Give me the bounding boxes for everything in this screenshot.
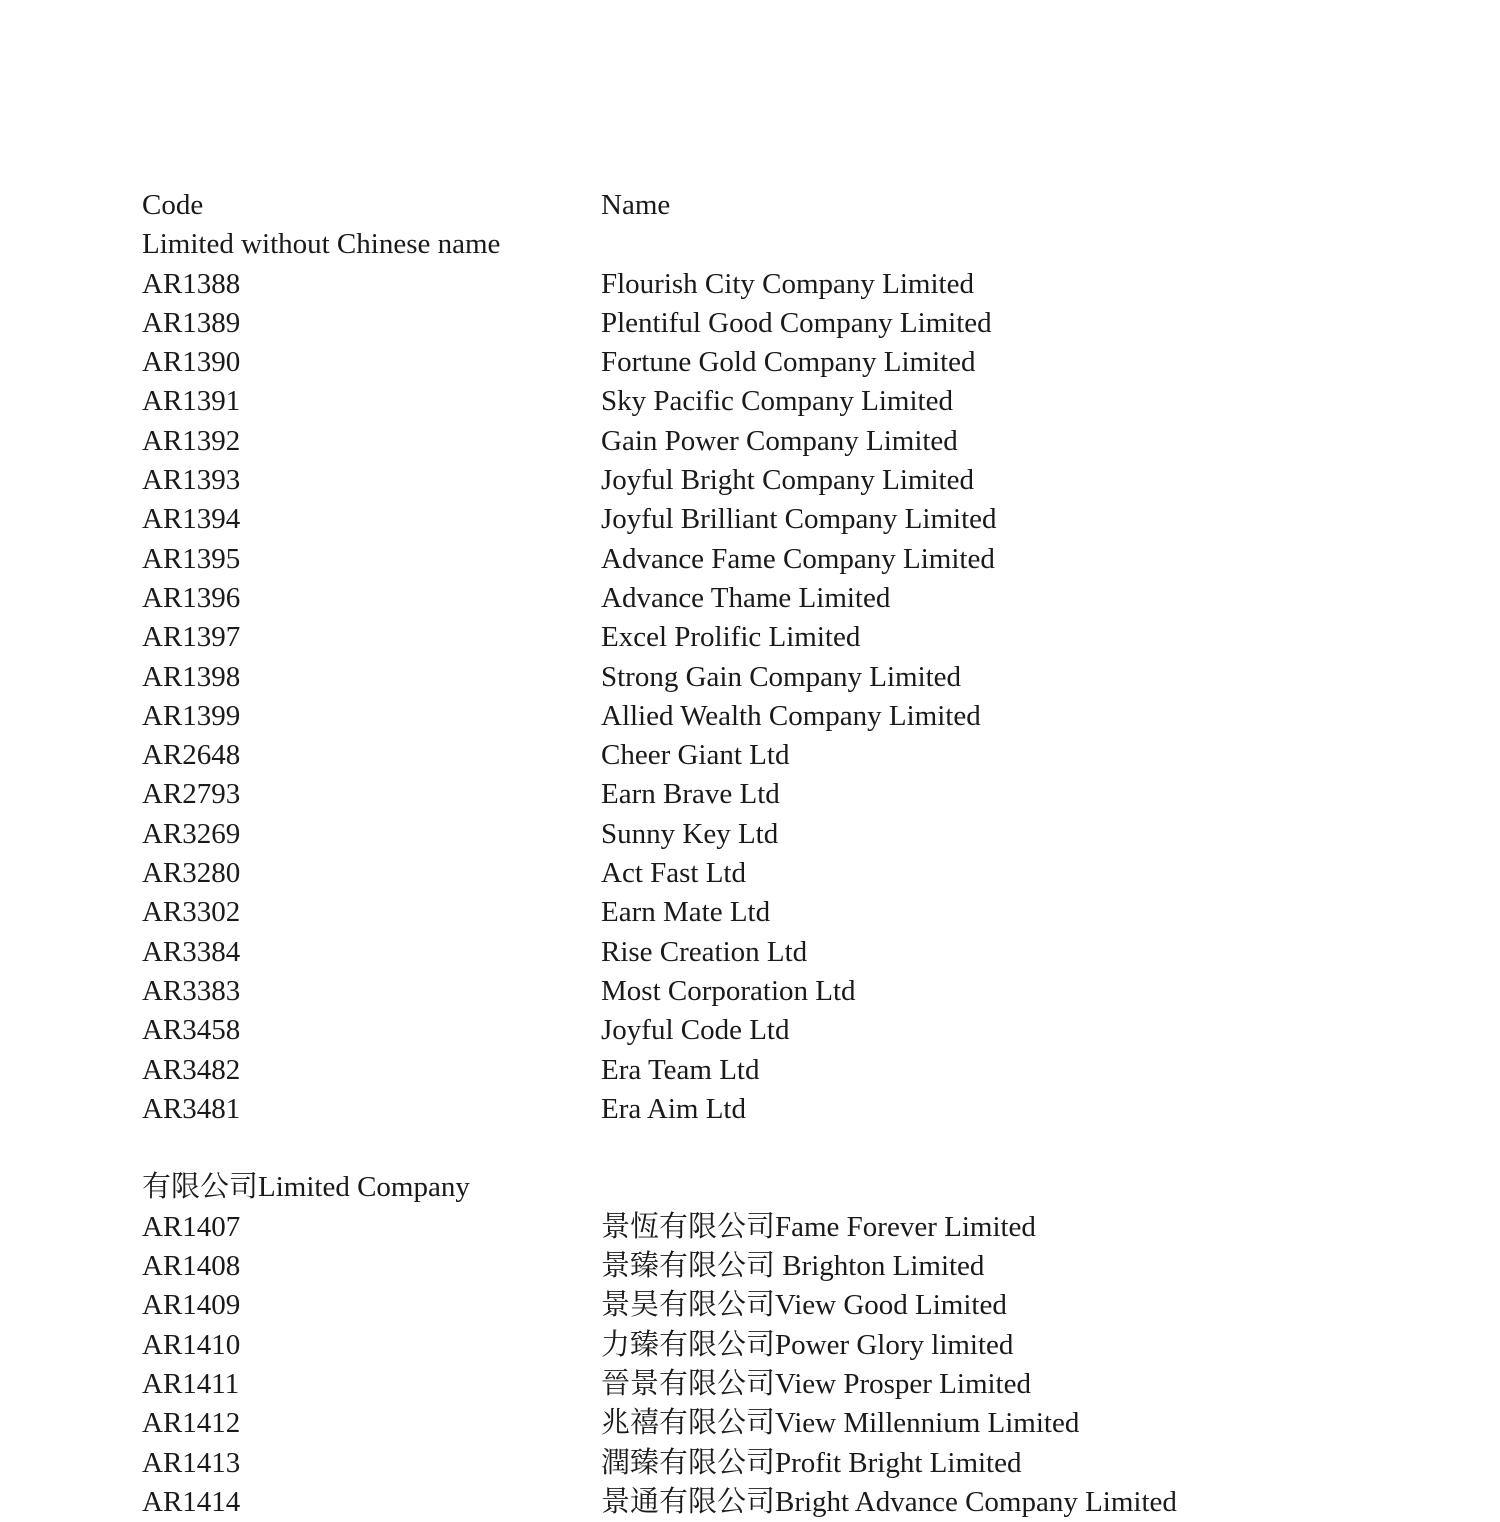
- row-code: AR3458: [142, 1014, 241, 1047]
- table-row: [142, 658, 1442, 697]
- row-name: Earn Brave Ltd: [601, 778, 780, 811]
- row-code: AR1394: [142, 503, 241, 536]
- section-rows: [142, 265, 1442, 1130]
- section-title: [142, 1168, 1442, 1207]
- table-row: [142, 343, 1442, 382]
- company-code-table: [142, 186, 1442, 1522]
- table-row: [142, 815, 1442, 854]
- row-code: AR1411: [142, 1367, 240, 1400]
- row-code: AR3280: [142, 857, 241, 890]
- row-name: Fortune Gold Company Limited: [601, 346, 976, 379]
- row-name: 晉景有限公司View Prosper Limited: [601, 1367, 1031, 1400]
- table-row: [142, 1286, 1442, 1325]
- row-code: AR1414: [142, 1485, 241, 1518]
- row-code: AR1390: [142, 346, 241, 379]
- section-title-text: Limited without Chinese name: [142, 228, 501, 261]
- row-name: Gain Power Company Limited: [601, 424, 958, 457]
- row-name: Sunny Key Ltd: [601, 817, 779, 850]
- row-code: AR2793: [142, 778, 241, 811]
- row-code: AR1410: [142, 1328, 241, 1361]
- row-code: AR1395: [142, 542, 241, 575]
- row-code: AR1409: [142, 1289, 241, 1322]
- row-name: 力臻有限公司Power Glory limited: [601, 1328, 1014, 1361]
- row-name: Era Aim Ltd: [601, 1092, 746, 1125]
- section-rows: [142, 1208, 1442, 1522]
- table-row: [142, 736, 1442, 775]
- row-name: Flourish City Company Limited: [601, 267, 974, 300]
- table-row: [142, 461, 1442, 500]
- table-row: [142, 1365, 1442, 1404]
- table-header-row: [142, 186, 1442, 225]
- row-code: AR3383: [142, 974, 241, 1007]
- table-row: [142, 540, 1442, 579]
- row-name: Allied Wealth Company Limited: [601, 699, 981, 732]
- row-code: AR1392: [142, 424, 241, 457]
- table-row: [142, 1090, 1442, 1129]
- table-row: [142, 1404, 1442, 1443]
- row-name: Joyful Bright Company Limited: [601, 464, 974, 497]
- row-name: 景臻有限公司 Brighton Limited: [601, 1250, 985, 1283]
- row-name: Advance Fame Company Limited: [601, 542, 995, 575]
- code-column-header: Code: [142, 189, 204, 221]
- row-code: AR3482: [142, 1053, 241, 1086]
- table-row: [142, 775, 1442, 814]
- row-name: Joyful Code Ltd: [601, 1014, 790, 1047]
- section-title-text: 有限公司Limited Company: [142, 1171, 470, 1204]
- row-name: Strong Gain Company Limited: [601, 660, 962, 693]
- row-code: AR1399: [142, 699, 241, 732]
- row-name: Excel Prolific Limited: [601, 621, 861, 654]
- row-code: AR1393: [142, 464, 241, 497]
- row-code: AR1398: [142, 660, 241, 693]
- table-row: [142, 382, 1442, 421]
- row-name: Most Corporation Ltd: [601, 974, 856, 1007]
- row-code: AR3269: [142, 817, 241, 850]
- row-name: Joyful Brilliant Company Limited: [601, 503, 997, 536]
- row-name: Rise Creation Ltd: [601, 935, 808, 968]
- row-name: Plentiful Good Company Limited: [601, 306, 992, 339]
- row-code: AR3481: [142, 1092, 241, 1125]
- row-name: 景通有限公司Bright Advance Company Limited: [601, 1485, 1177, 1518]
- row-name: 景昊有限公司View Good Limited: [601, 1289, 1007, 1322]
- row-code: AR1397: [142, 621, 241, 654]
- table-row: [142, 933, 1442, 972]
- section-title: [142, 225, 1442, 264]
- table-row: [142, 1483, 1442, 1522]
- row-name: 兆禧有限公司View Millennium Limited: [601, 1407, 1080, 1440]
- table-row: [142, 500, 1442, 539]
- row-name: Era Team Ltd: [601, 1053, 760, 1086]
- section-spacer: [142, 1129, 1442, 1168]
- row-code: AR2648: [142, 739, 241, 772]
- table-row: [142, 1051, 1442, 1090]
- row-name: Earn Mate Ltd: [601, 896, 771, 929]
- table-row: [142, 1326, 1442, 1365]
- table-row: [142, 265, 1442, 304]
- row-code: AR1413: [142, 1446, 241, 1479]
- row-name: Advance Thame Limited: [601, 581, 891, 614]
- table-row: [142, 697, 1442, 736]
- row-code: AR1412: [142, 1407, 241, 1440]
- row-code: AR3302: [142, 896, 241, 929]
- row-code: AR1396: [142, 581, 241, 614]
- row-code: AR3384: [142, 935, 241, 968]
- table-row: [142, 1011, 1442, 1050]
- table-row: [142, 579, 1442, 618]
- table-row: [142, 1444, 1442, 1483]
- table-row: [142, 304, 1442, 343]
- table-row: [142, 618, 1442, 657]
- table-row: [142, 893, 1442, 932]
- table-row: [142, 972, 1442, 1011]
- row-code: AR1407: [142, 1210, 241, 1243]
- table-row: [142, 854, 1442, 893]
- row-code: AR1408: [142, 1250, 241, 1283]
- row-name: 潤臻有限公司Profit Bright Limited: [601, 1446, 1022, 1479]
- row-code: AR1388: [142, 267, 241, 300]
- row-name: 景恆有限公司Fame Forever Limited: [601, 1210, 1036, 1243]
- table-row: [142, 422, 1442, 461]
- table-row: [142, 1208, 1442, 1247]
- row-code: AR1389: [142, 306, 241, 339]
- row-name: Sky Pacific Company Limited: [601, 385, 953, 418]
- table-row: [142, 1247, 1442, 1286]
- row-name: Act Fast Ltd: [601, 857, 746, 890]
- row-code: AR1391: [142, 385, 241, 418]
- row-name: Cheer Giant Ltd: [601, 739, 790, 772]
- name-column-header: Name: [601, 189, 671, 221]
